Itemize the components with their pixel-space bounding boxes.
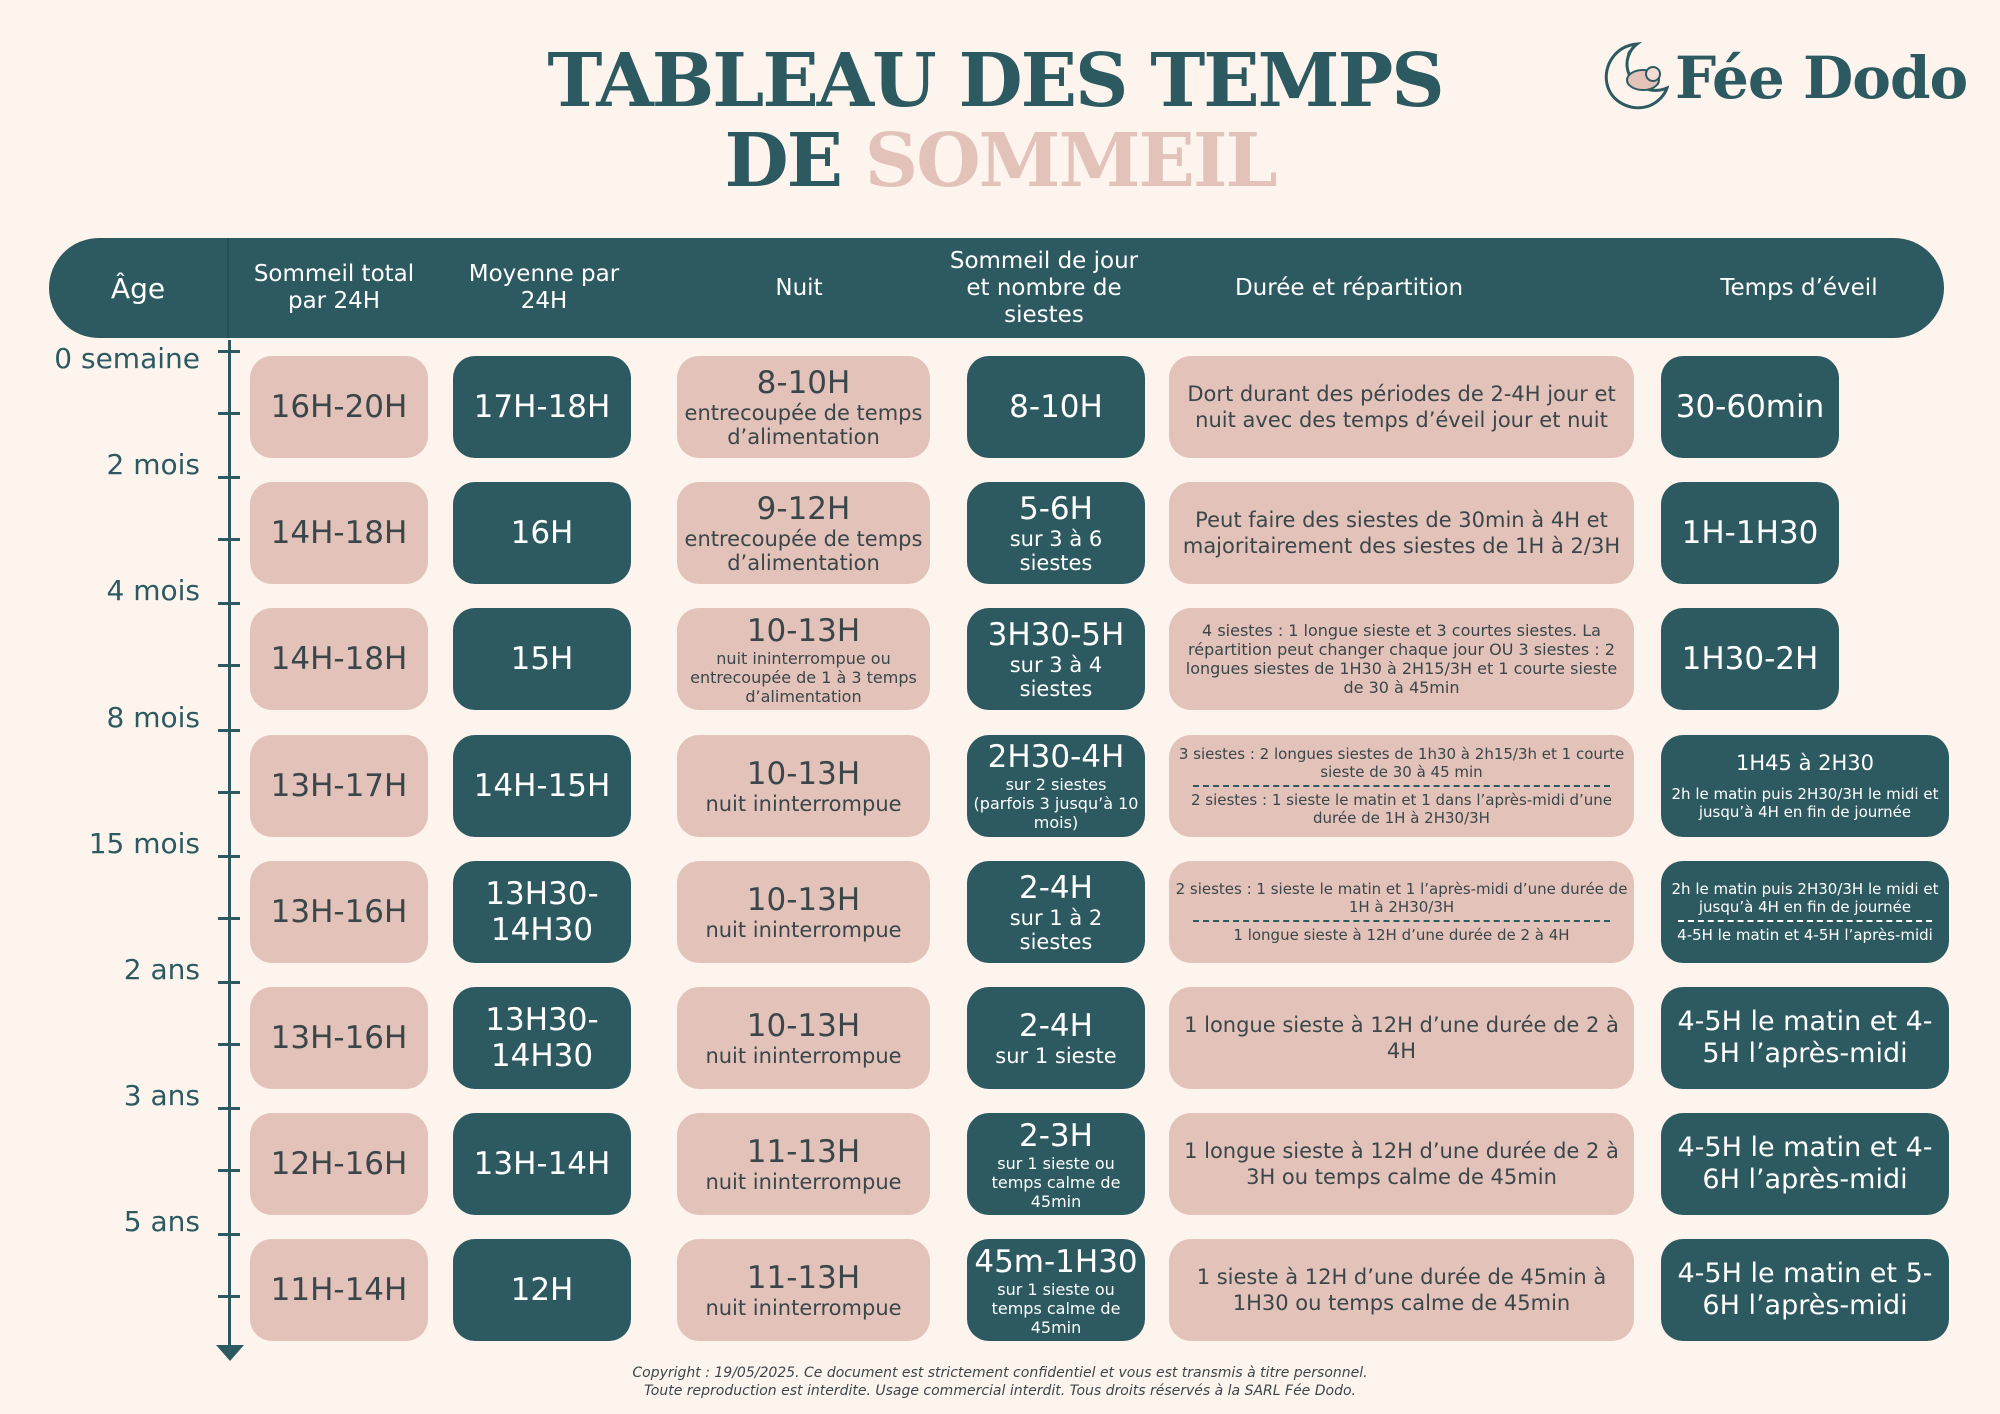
cell-total [250, 482, 428, 584]
night-value: 9-12H [756, 491, 851, 528]
page-title-de: DE [724, 118, 842, 204]
cell-night [677, 1239, 930, 1341]
wake-value: 30-60min [1675, 389, 1825, 425]
dashed-separator [1678, 920, 1932, 922]
cell-day-sleep [967, 861, 1145, 963]
cell-day-sleep [967, 735, 1145, 837]
cell-split [1169, 1239, 1634, 1341]
split-option-a: 3 siestes : 2 longues siestes de 1h30 à 2h15/3h et 1 courte sieste de 30 à 45 min [1178, 744, 1625, 781]
cell-wake-time [1661, 735, 1949, 837]
cell-split [1169, 608, 1634, 710]
night-value: 10-13H [746, 612, 861, 649]
day-sleep-detail: sur 1 à 2 siestes [1009, 905, 1103, 954]
cell-night [677, 987, 930, 1089]
split-text: 4 siestes : 1 longue sieste et 3 courtes siestes. La répartition peut changer chaque jour OU 3 siestes : 2 longues siestes de 1H30 à 2H15/3H et 1 courte sieste de 30 à 45min [1185, 621, 1618, 698]
cell-day-sleep [967, 1239, 1145, 1341]
day-sleep-value: 5-6H [1019, 491, 1093, 528]
cell-total [250, 608, 428, 710]
average-value-line2: 14H30 [490, 1038, 594, 1074]
footer-line1: Copyright : 19/05/2025. Ce document est strictement confidentiel et vous est transmis à titre personnel. [632, 1365, 1368, 1381]
day-sleep-value: 45m-1H30 [974, 1243, 1138, 1280]
cell-wake-time [1661, 1239, 1949, 1341]
cell-night [677, 356, 930, 458]
cell-split [1169, 482, 1634, 584]
cell-total [250, 356, 428, 458]
average-value-line2: 14H30 [490, 911, 594, 948]
night-detail: nuit ininterrompue [705, 1170, 902, 1195]
night-value: 10-13H [746, 881, 861, 918]
axis-tick [218, 1107, 240, 1110]
age-axis-arrow-icon [216, 1345, 244, 1361]
age-label: 4 mois [106, 574, 200, 608]
total-value: 13H-16H [270, 1020, 408, 1056]
total-value: 14H-18H [270, 641, 408, 678]
cell-average [453, 1113, 631, 1215]
night-detail: nuit ininterrompue [705, 1296, 902, 1321]
axis-tick [218, 981, 240, 984]
dashed-separator [1193, 785, 1610, 787]
cell-average [453, 861, 631, 963]
cell-total [250, 1239, 428, 1341]
split-text: 1 longue sieste à 12H d’une durée de 2 à 4H [1184, 1013, 1619, 1063]
night-value: 11-13H [746, 1134, 861, 1171]
cell-wake-time [1661, 356, 1839, 458]
footer-copyright [0, 1364, 2000, 1400]
moon-baby-icon [1597, 38, 1669, 114]
age-label: 3 ans [123, 1079, 200, 1113]
cell-night [677, 735, 930, 837]
wake-value: 4-5H le matin et 4-5H l’après-midi [1677, 1006, 1933, 1069]
cell-day-sleep [967, 608, 1145, 710]
cell-wake-time [1661, 861, 1949, 963]
split-option-b: 2 siestes : 1 sieste le matin et 1 dans l’après-midi d’une durée de 1H à 2H30/3H [1190, 790, 1613, 827]
average-value: 16H [510, 515, 574, 552]
cell-average [453, 987, 631, 1089]
total-value: 12H-16H [270, 1146, 408, 1183]
wake-option-a: 2h le matin puis 2H30/3H le midi et jusqu’à 4H en fin de journée [1671, 879, 1939, 916]
cell-split [1169, 1113, 1634, 1215]
split-text: 1 longue sieste à 12H d’une durée de 2 à 3H ou temps calme de 45min [1184, 1139, 1619, 1190]
cell-total [250, 1113, 428, 1215]
age-label: 2 mois [106, 448, 200, 482]
total-value: 11H-14H [270, 1272, 408, 1309]
night-detail: nuit ininterrompue [705, 917, 902, 942]
night-value: 8-10H [756, 365, 851, 401]
cell-day-sleep [967, 1113, 1145, 1215]
night-detail: entrecoupée de temps d’alimentation [684, 401, 923, 449]
day-sleep-value: 3H30-5H [987, 617, 1125, 654]
axis-tick [218, 538, 240, 541]
split-text: 1 sieste à 12H d’une durée de 45min à 1H30 ou temps calme de 45min [1196, 1265, 1607, 1316]
axis-tick [218, 350, 240, 353]
night-detail: nuit ininterrompue [705, 1044, 902, 1068]
axis-tick [218, 412, 240, 415]
night-value: 10-13H [746, 1008, 861, 1044]
axis-tick [218, 855, 240, 858]
day-sleep-value: 2-3H [1019, 1117, 1093, 1154]
axis-tick [218, 1295, 240, 1298]
age-axis [228, 340, 231, 1352]
day-sleep-value: 2H30-4H [987, 739, 1125, 776]
axis-tick [218, 602, 240, 605]
axis-tick [218, 664, 240, 667]
day-sleep-detail: sur 1 sieste [995, 1044, 1117, 1068]
day-sleep-value: 2-4H [1019, 869, 1093, 906]
dashed-separator [1193, 920, 1610, 922]
cell-wake-time [1661, 987, 1949, 1089]
split-text: Dort durant des périodes de 2-4H jour et nuit avec des temps d’éveil jour et nuit [1187, 382, 1616, 432]
cell-wake-time [1661, 608, 1839, 710]
cell-split [1169, 861, 1634, 963]
day-sleep-detail: sur 2 siestes (parfois 3 jusqu’à 10 mois) [973, 775, 1139, 833]
cell-night [677, 608, 930, 710]
split-text: Peut faire des siestes de 30min à 4H et majoritairement des siestes de 1H à 2/3H [1182, 508, 1621, 559]
night-detail: entrecoupée de temps d’alimentation [684, 527, 923, 576]
wake-option-a: 1H45 à 2H30 [1736, 750, 1874, 775]
average-value: 13H-14H [473, 1146, 611, 1183]
split-option-a: 2 siestes : 1 sieste le matin et 1 l’après-midi d’une durée de 1H à 2H30/3H [1175, 879, 1628, 916]
split-option-b: 1 longue sieste à 12H d’une durée de 2 à 4H [1233, 925, 1570, 944]
cell-wake-time [1661, 482, 1839, 584]
cell-night [677, 861, 930, 963]
total-value: 16H-20H [270, 389, 408, 425]
day-sleep-value: 8-10H [1009, 389, 1103, 425]
age-label: 8 mois [106, 700, 200, 734]
average-value: 12H [510, 1272, 574, 1309]
day-sleep-detail: sur 1 sieste ou temps calme de 45min [991, 1279, 1121, 1337]
total-value: 13H-17H [270, 767, 408, 804]
day-sleep-detail: sur 3 à 6 siestes [1009, 527, 1103, 576]
axis-tick [218, 1043, 240, 1046]
header-divider [227, 238, 229, 338]
night-detail: nuit ininterrompue ou entrecoupée de 1 à 3 temps d’alimentation [690, 648, 917, 706]
age-label: 15 mois [88, 826, 200, 860]
cell-day-sleep [967, 356, 1145, 458]
total-value: 14H-18H [270, 515, 408, 552]
day-sleep-detail: sur 3 à 4 siestes [1009, 653, 1103, 702]
cell-average [453, 735, 631, 837]
age-label: 5 ans [123, 1205, 200, 1239]
cell-average [453, 1239, 631, 1341]
axis-tick [218, 1233, 240, 1236]
axis-tick [218, 917, 240, 920]
wake-option-b: 4-5H le matin et 4-5H l’après-midi [1677, 925, 1933, 944]
axis-tick [218, 791, 240, 794]
wake-value: 4-5H le matin et 4-6H l’après-midi [1677, 1132, 1933, 1196]
cell-split [1169, 987, 1634, 1089]
average-value: 15H [510, 641, 574, 678]
night-value: 10-13H [746, 755, 861, 792]
header-age: Âge [110, 271, 166, 305]
cell-average [453, 482, 631, 584]
average-value-line1: 13H30- [485, 1002, 599, 1038]
wake-value: 4-5H le matin et 5-6H l’après-midi [1677, 1258, 1933, 1322]
age-label: 0 semaine [54, 342, 200, 375]
cell-wake-time [1661, 1113, 1949, 1215]
average-value: 17H-18H [473, 389, 611, 425]
night-detail: nuit ininterrompue [705, 791, 902, 816]
cell-split [1169, 356, 1634, 458]
cell-average [453, 356, 631, 458]
axis-tick [218, 1169, 240, 1172]
cell-day-sleep [967, 987, 1145, 1089]
page-title-line2 [0, 118, 2000, 204]
wake-option-b: 2h le matin puis 2H30/3H le midi et jusqu’à 4H en fin de journée [1671, 784, 1939, 821]
wake-value: 1H30-2H [1681, 641, 1819, 678]
cell-night [677, 1113, 930, 1215]
brand-logo [1597, 38, 1968, 118]
header-day: Sommeil de jour et nombre de siestes [949, 247, 1139, 328]
page-title-sommeil: SOMMEIL [864, 118, 1276, 204]
header-night: Nuit [775, 274, 823, 301]
page-title-line1: TABLEAU DES TEMPS [547, 38, 1443, 124]
average-value-line1: 13H30- [485, 875, 599, 912]
cell-total [250, 861, 428, 963]
day-sleep-detail: sur 1 sieste ou temps calme de 45min [991, 1153, 1121, 1211]
cell-total [250, 735, 428, 837]
night-value: 11-13H [746, 1260, 861, 1297]
axis-tick [218, 476, 240, 479]
total-value: 13H-16H [270, 893, 408, 930]
header-avg: Moyenne par 24H [468, 261, 620, 314]
cell-night [677, 482, 930, 584]
table-header [49, 238, 1944, 338]
header-wake: Temps d’éveil [1720, 274, 1878, 301]
brand-name: Fée Dodo [1675, 44, 1968, 112]
footer-line2: Toute reproduction est interdite. Usage commercial interdit. Tous droits réservés à la SARL Fée Dodo. [643, 1383, 1356, 1399]
header-total: Sommeil total par 24H [253, 261, 415, 314]
header-split: Durée et répartition [1234, 274, 1464, 301]
cell-day-sleep [967, 482, 1145, 584]
axis-tick [218, 729, 240, 732]
cell-total [250, 987, 428, 1089]
wake-value: 1H-1H30 [1681, 515, 1819, 552]
age-label: 2 ans [123, 953, 200, 986]
cell-average [453, 608, 631, 710]
cell-split [1169, 735, 1634, 837]
day-sleep-value: 2-4H [1019, 1008, 1093, 1044]
average-value: 14H-15H [473, 767, 611, 804]
